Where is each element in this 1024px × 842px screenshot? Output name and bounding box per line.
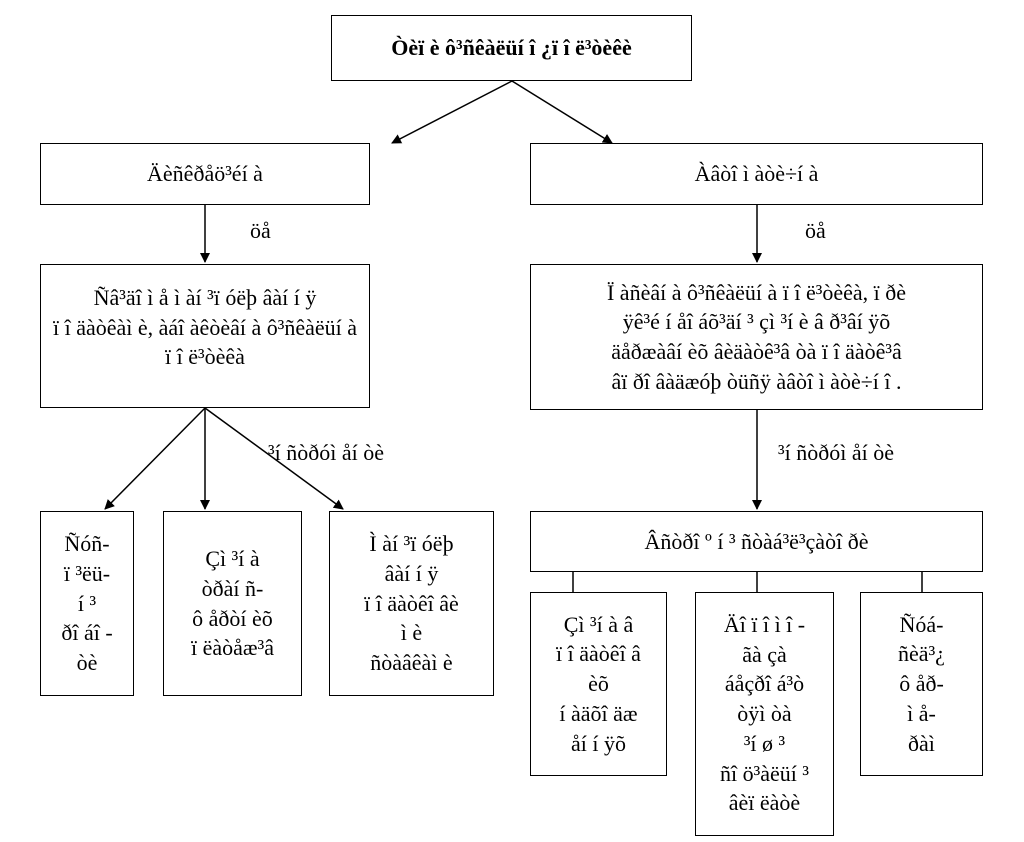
branch-discretionary: Äèñêðåö³éí à [40, 143, 370, 205]
leaf-right-3: Ñóá- ñèä³¿ ô åð- ì å- ðàì [860, 592, 983, 776]
box-stabilizers: Âñòðî º í ³ ñòàá³ë³çàòî ðè [530, 511, 983, 572]
leaf-left-1: Ñóñ- ï ³ëü- í ³ ðî áî - òè [40, 511, 134, 696]
arrow-title-to-right [512, 81, 612, 143]
arrow-to-leaf-left-1 [105, 408, 205, 509]
leaf-right-1: Çì ³í à â ï î äàòêî â èõ í àäõî äæ åí í ÿõ [530, 592, 667, 776]
leaf-right-2: Äî ï î ì î - ãà çà áåçðî á³ò òÿì òà ³í ø ³ ñî ö³àëüí ³ âèï ëàòè [695, 592, 834, 836]
edge-label-left-top: öå [250, 218, 271, 243]
leaf-left-3: Ì àí ³ï óëþ âàí í ÿ ï î äàòêî âè ì è ñòàâêàì è [329, 511, 494, 696]
mid-right-description: Ï àñèâí à ô³ñêàëüí à ï î ë³òèêà, ï ðè ÿê³é í åî áõ³äí ³ çì ³í è â ð³âí ÿõ äåðæàâí èõ âèäàòê³â òà ï î äàòê³â âï ðî âàäæóþ òüñÿ àâòî ì àòè÷í î . [530, 264, 983, 410]
edge-label-right-bottom: ³í ñòðóì åí òè [778, 440, 894, 465]
arrow-title-to-left [392, 81, 512, 143]
edge-label-right-top: öå [805, 218, 826, 243]
leaf-left-2: Çì ³í à òðàí ñ- ô åðòí èõ ï ëàòåæ³â [163, 511, 302, 696]
edge-label-left-bottom: ³í ñòðóì åí òè [268, 440, 384, 465]
branch-automatic: Àâòî ì àòè÷í à [530, 143, 983, 205]
diagram-title: Òèï è ô³ñêàëüí î ¿ï î ë³òèêè [331, 15, 692, 81]
mid-left-description: Ñâ³äî ì å ì àí ³ï óëþ âàí í ÿ ï î äàòêàì è, àáî àêòèâí à ô³ñêàëüí à ï î ë³òèêà [40, 264, 370, 408]
